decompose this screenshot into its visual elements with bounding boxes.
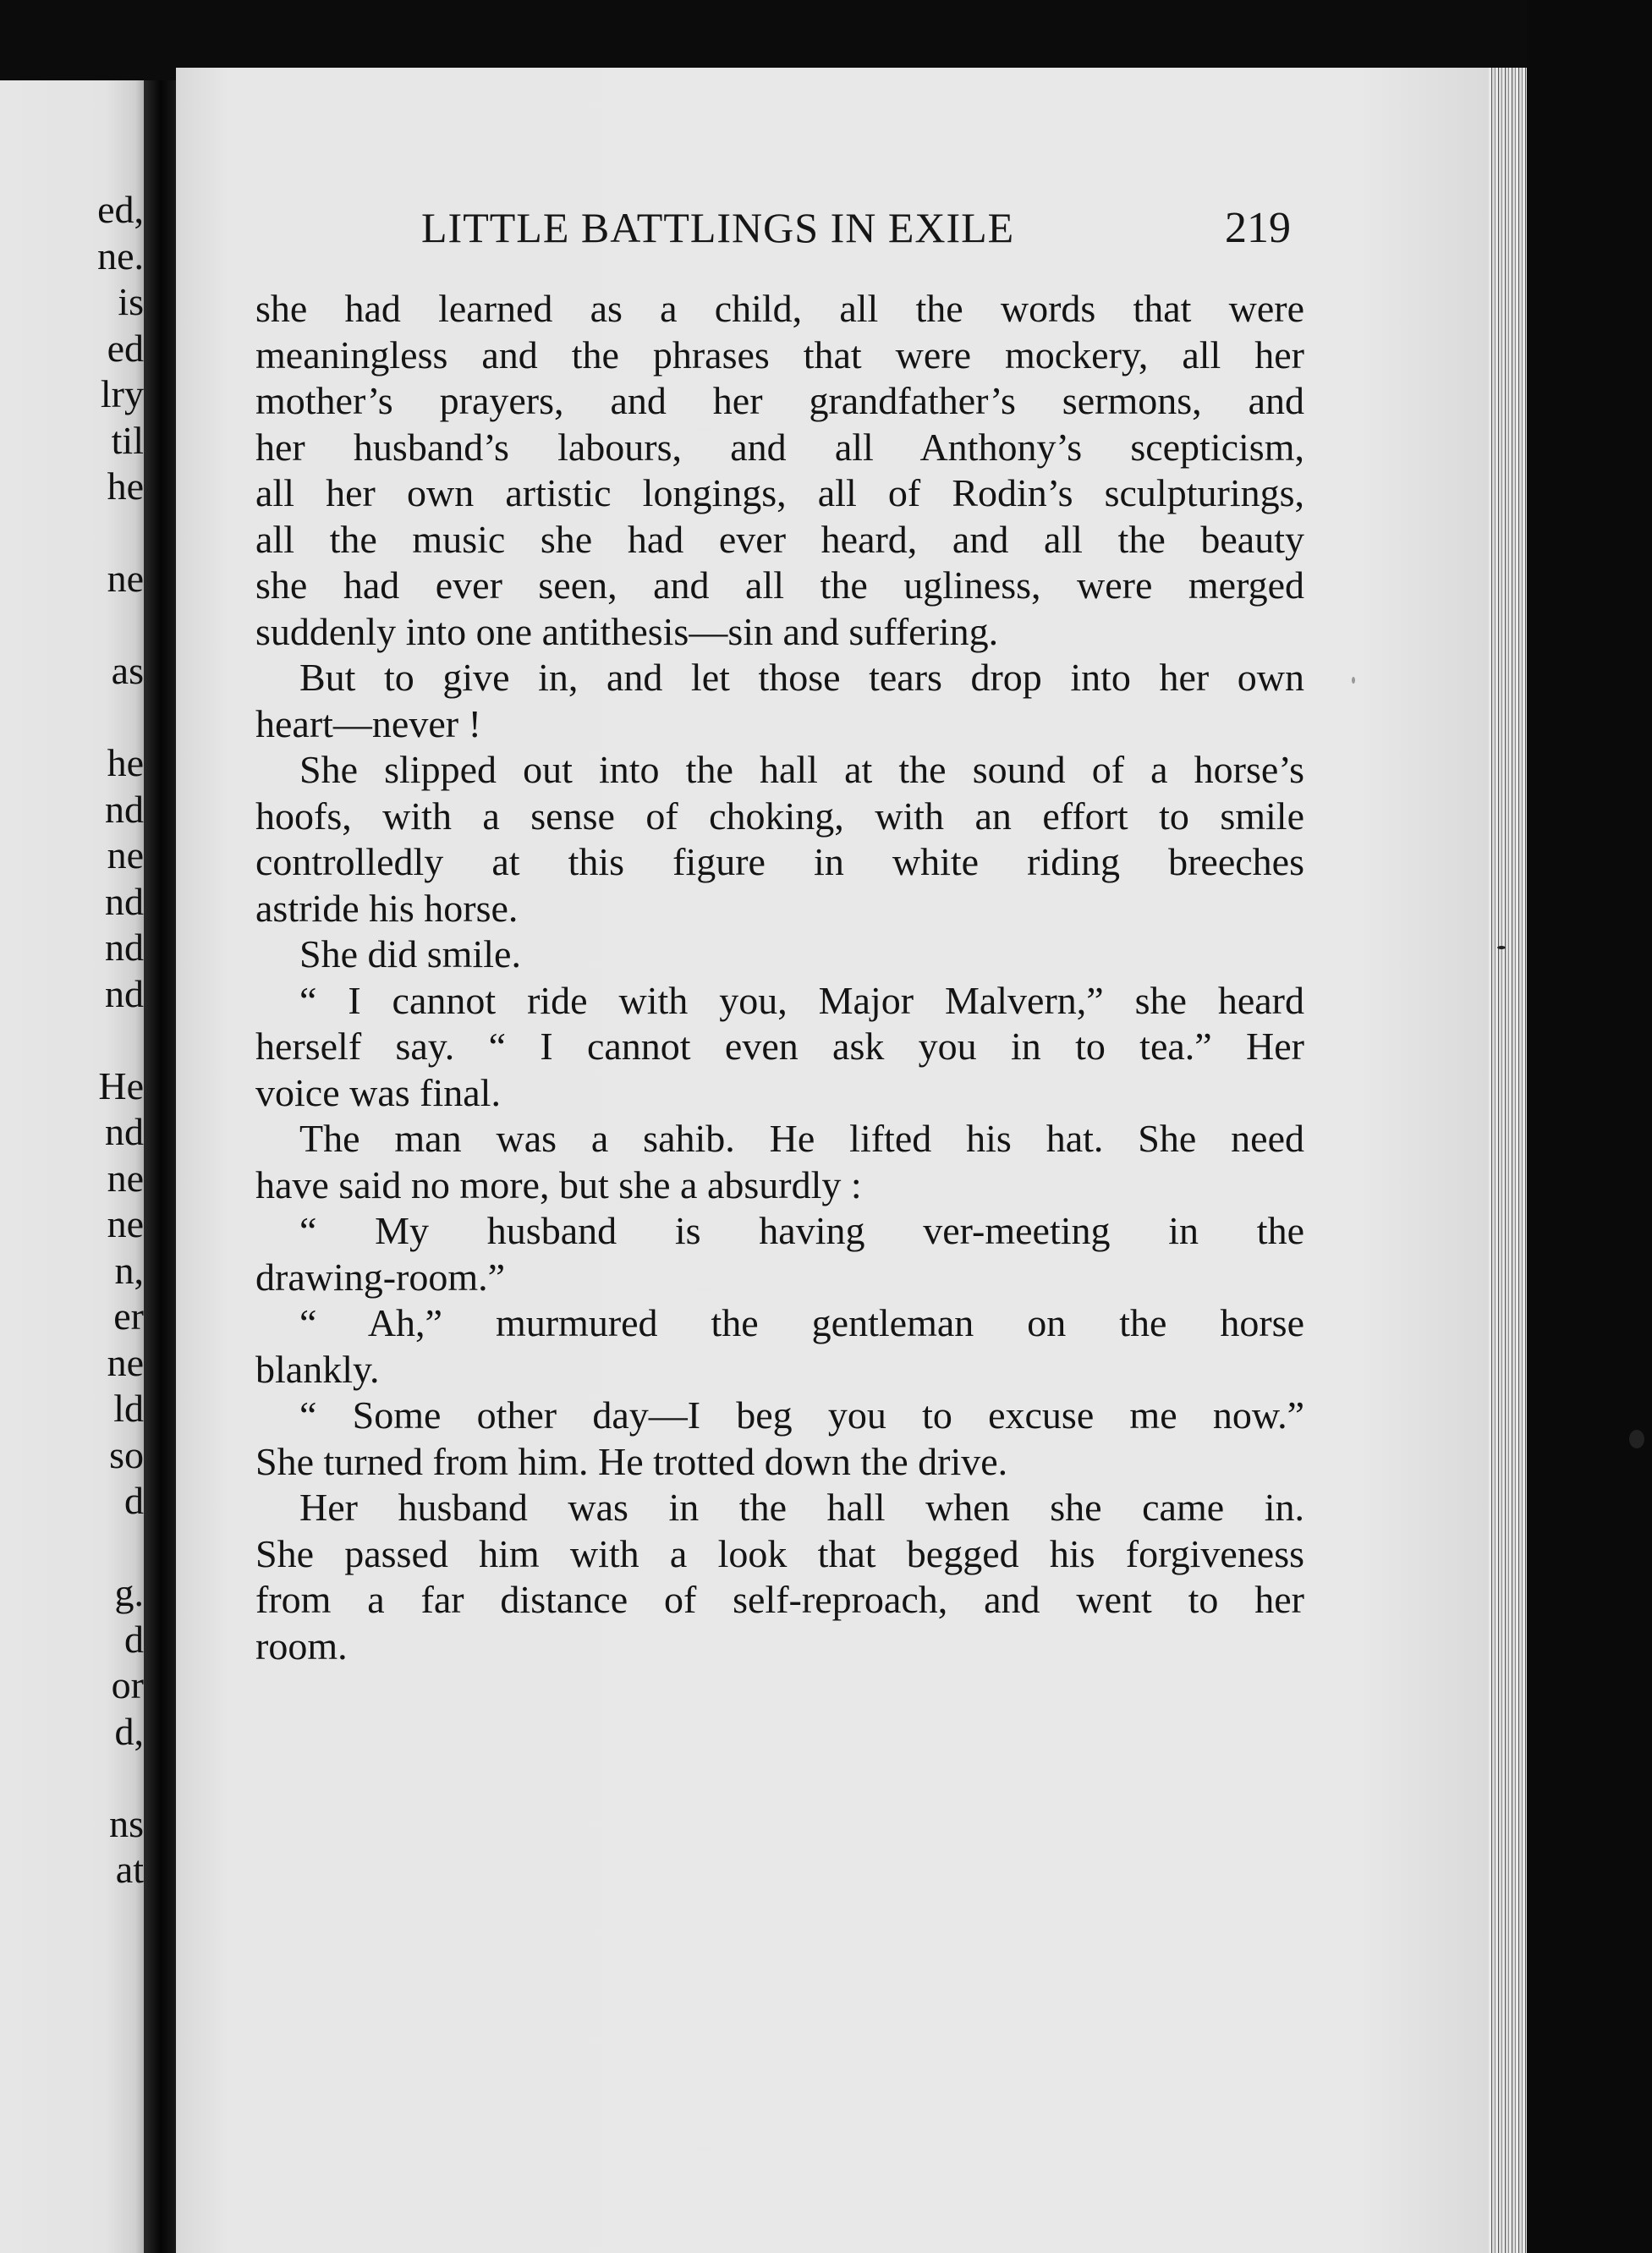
facing-page-fragment: is [118, 280, 144, 323]
text-line: “ Ah,” murmured the gentleman on the horse [299, 1301, 1304, 1344]
facing-page-fragment: lry [100, 372, 144, 415]
facing-page-fragment: ld [113, 1387, 144, 1430]
text-line: she had ever seen, and all the ugliness, were merged [255, 563, 1304, 607]
text-line: suddenly into one antithesis—sin and suffering. [255, 609, 999, 653]
facing-page-fragment: til [111, 418, 144, 462]
facing-page-fragment: so [109, 1432, 144, 1476]
text-line: “ Some other day—I beg you to excuse me now.” [299, 1393, 1304, 1437]
text-line: She passed him with a look that begged his forgiveness [255, 1531, 1304, 1575]
facing-page-fragment: as [111, 649, 144, 692]
scan-border-right [1527, 0, 1652, 2253]
facing-page-fragment: d [124, 1617, 144, 1661]
facing-page-fragment: nd [105, 1110, 144, 1153]
facing-page-fragment: ne. [97, 234, 144, 278]
text-line: But to give in, and let those tears drop into her own [299, 656, 1304, 699]
page-number: 219 [1225, 204, 1291, 252]
page-edges [1489, 68, 1527, 2253]
facing-page-fragment: ns [109, 1801, 144, 1845]
scan-speck [1497, 946, 1506, 949]
facing-page-fragment: ed, [97, 188, 144, 231]
facing-page-fragment: ne [107, 557, 144, 600]
book-gutter [144, 80, 178, 2253]
text-line: meaningless and the phrases that were mockery, all her [255, 332, 1304, 376]
text-line: astride his horse. [255, 886, 519, 930]
running-head: LITTLE BATTLINGS IN EXILE [421, 204, 1015, 251]
facing-page-edge [0, 80, 151, 2253]
text-line: controlledly at this figure in white riding breeches [255, 840, 1304, 883]
facing-page-fragment: he [107, 464, 144, 508]
scan-speck [1629, 1430, 1644, 1448]
facing-page-fragment: at [115, 1848, 144, 1891]
facing-page-fragment: ne [107, 1202, 144, 1245]
facing-page-fragment: er [113, 1294, 144, 1338]
text-line: hoofs, with a sense of choking, with an effort to smile [255, 794, 1304, 838]
text-line: from a far distance of self-reproach, and went to her [255, 1578, 1304, 1621]
facing-page-fragment: he [107, 741, 144, 784]
page-header [0, 203, 1652, 262]
facing-page-fragment: He [98, 1063, 144, 1107]
text-line: She turned from him. He trotted down the drive. [255, 1439, 1008, 1483]
text-line: She did smile. [299, 932, 521, 975]
text-line: The man was a sahib. He lifted his hat. She need [299, 1117, 1304, 1160]
text-line: heart—never ! [255, 701, 481, 745]
facing-page-fragment: nd [105, 971, 144, 1015]
facing-page-fragment: ne [107, 1340, 144, 1384]
text-line: drawing-room.” [255, 1255, 506, 1299]
text-line: mother’s prayers, and her grandfather’s sermons, and [255, 379, 1304, 422]
text-line: her husband’s labours, and all Anthony’s scepticism, [255, 425, 1304, 469]
text-line: have said no more, but she a absurdly : [255, 1162, 862, 1206]
facing-page-fragment: n, [114, 1248, 144, 1292]
text-line: herself say. “ I cannot even ask you in to tea.” Her [255, 1025, 1304, 1068]
text-line: “ My husband is having ver-meeting in the [299, 1209, 1304, 1252]
facing-page-fragment: d [124, 1479, 144, 1522]
text-line: room. [255, 1624, 348, 1668]
body-text [255, 286, 1304, 1669]
facing-page-fragment: ne [107, 833, 144, 876]
facing-page-fragment: nd [105, 879, 144, 923]
text-line: Her husband was in the hall when she came in. [299, 1486, 1304, 1529]
facing-page-fragment: nd [105, 787, 144, 831]
text-line: She slipped out into the hall at the sound of a horse’s [299, 748, 1304, 791]
facing-page-fragment: nd [105, 926, 144, 969]
facing-page-fragment: d, [114, 1709, 144, 1753]
facing-page-fragment: g. [114, 1571, 144, 1614]
text-line: “ I cannot ride with you, Major Malvern,” she heard [299, 978, 1304, 1022]
facing-page-fragment: ed [107, 326, 144, 370]
text-line: she had learned as a child, all the words that were [255, 287, 1304, 330]
text-line: blankly. [255, 1347, 380, 1391]
text-line: all her own artistic longings, all of Rodin’s sculpturings, [255, 471, 1304, 514]
scan-speck [1352, 677, 1355, 684]
facing-page-fragment: or [111, 1663, 144, 1706]
text-line: all the music she had ever heard, and all the beauty [255, 517, 1304, 561]
text-line: voice was final. [255, 1070, 501, 1114]
facing-page-fragment: ne [107, 1156, 144, 1200]
